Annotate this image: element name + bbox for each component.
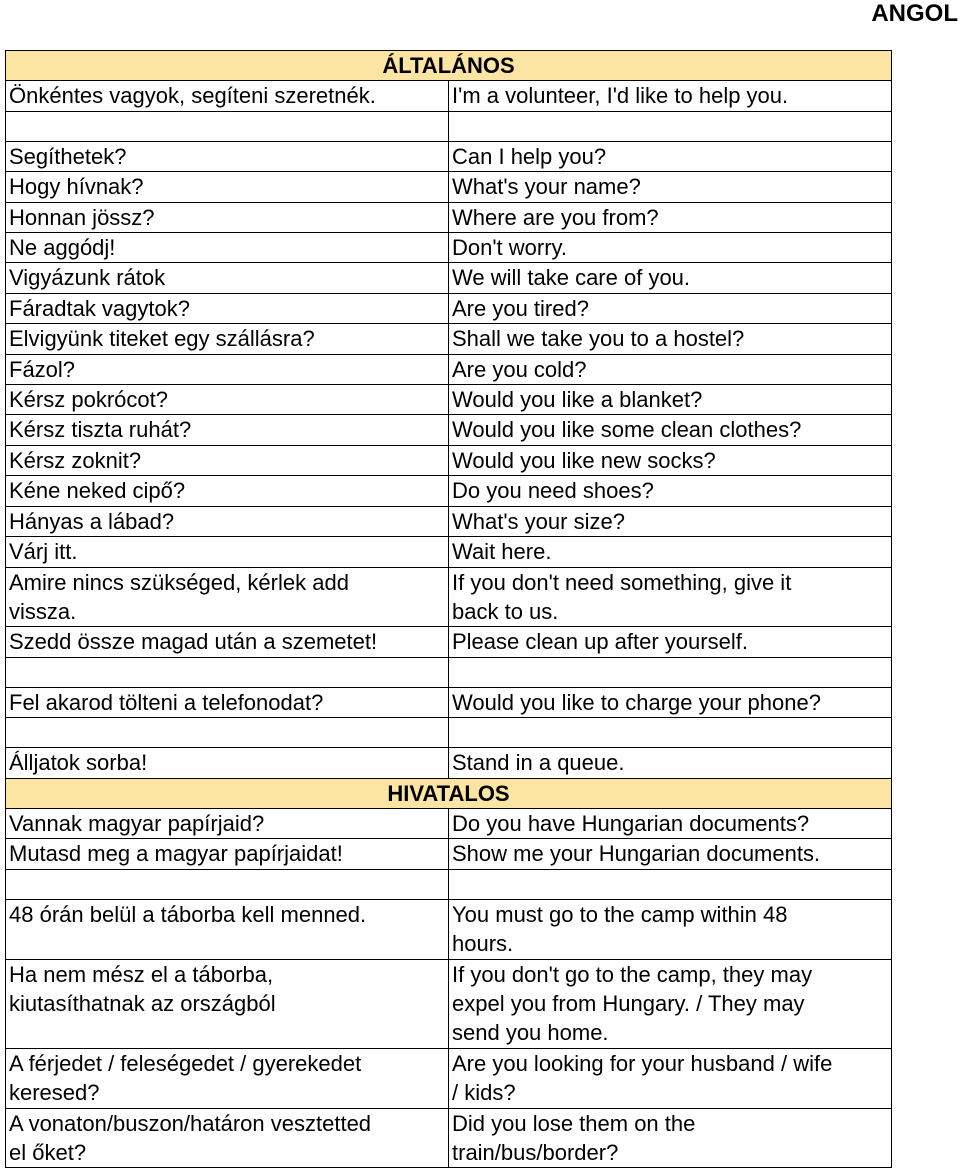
- phrase-row: [6, 1108, 892, 1168]
- english-phrase: Are you cold?: [449, 354, 892, 384]
- hungarian-phrase: Kérsz zoknit?: [6, 445, 449, 475]
- phrase-row: [6, 567, 892, 627]
- hungarian-phrase: Ne aggódj!: [6, 233, 449, 263]
- hungarian-phrase: Segíthetek?: [6, 141, 449, 171]
- english-phrase: Would you like a blanket?: [449, 385, 892, 415]
- section-header-row: [6, 778, 892, 808]
- blank-row: [6, 869, 892, 899]
- english-phrase: Would you like some clean clothes?: [449, 415, 892, 445]
- hungarian-phrase: Álljatok sorba!: [6, 748, 449, 778]
- english-phrase: Please clean up after yourself.: [449, 627, 892, 657]
- phrase-row: [6, 959, 892, 1048]
- hungarian-phrase: Mutasd meg a magyar papírjaidat!: [6, 839, 449, 869]
- phrase-row: [6, 748, 892, 778]
- english-phrase: Can I help you?: [449, 141, 892, 171]
- phrase-row: [6, 354, 892, 384]
- phrase-row: [6, 1048, 892, 1108]
- english-phrase: Shall we take you to a hostel?: [449, 324, 892, 354]
- hungarian-phrase: Ha nem mész el a táborba, kiutasíthatnak az országból: [6, 959, 449, 1048]
- english-phrase: Did you lose them on the train/bus/border?: [449, 1108, 892, 1168]
- phrase-row: [6, 293, 892, 323]
- hungarian-phrase: Fel akarod tölteni a telefonodat?: [6, 687, 449, 717]
- phrasebook-table: [5, 50, 892, 1168]
- english-phrase: If you don't need something, give it back to us.: [449, 567, 892, 627]
- phrase-row: [6, 627, 892, 657]
- english-phrase: What's your size?: [449, 506, 892, 536]
- phrase-row: [6, 172, 892, 202]
- english-phrase: You must go to the camp within 48 hours.: [449, 899, 892, 959]
- phrase-row: [6, 506, 892, 536]
- section-title: HIVATALOS: [6, 778, 892, 808]
- hungarian-phrase: Kéne neked cipő?: [6, 476, 449, 506]
- hungarian-phrase: A vonaton/buszon/határon vesztetted el őket?: [6, 1108, 449, 1168]
- blank-cell: [449, 869, 892, 899]
- blank-cell: [449, 111, 892, 141]
- english-phrase: If you don't go to the camp, they may expel you from Hungary. / They may send you home.: [449, 959, 892, 1048]
- hungarian-phrase: Hogy hívnak?: [6, 172, 449, 202]
- hungarian-phrase: Vannak magyar papírjaid?: [6, 808, 449, 838]
- english-phrase: Show me your Hungarian documents.: [449, 839, 892, 869]
- english-phrase: Do you need shoes?: [449, 476, 892, 506]
- phrase-row: [6, 476, 892, 506]
- blank-cell: [6, 718, 449, 748]
- blank-row: [6, 111, 892, 141]
- english-phrase: Would you like new socks?: [449, 445, 892, 475]
- phrase-row: [6, 233, 892, 263]
- hungarian-phrase: Kérsz pokrócot?: [6, 385, 449, 415]
- hungarian-phrase: Hányas a lábad?: [6, 506, 449, 536]
- hungarian-phrase: Honnan jössz?: [6, 202, 449, 232]
- phrase-row: [6, 687, 892, 717]
- english-phrase: What's your name?: [449, 172, 892, 202]
- section-header-row: [6, 51, 892, 81]
- english-phrase: Would you like to charge your phone?: [449, 687, 892, 717]
- phrasebook-body: [6, 51, 892, 1168]
- blank-cell: [6, 111, 449, 141]
- english-phrase: I'm a volunteer, I'd like to help you.: [449, 81, 892, 111]
- blank-row: [6, 657, 892, 687]
- phrase-row: [6, 445, 892, 475]
- blank-cell: [6, 869, 449, 899]
- phrase-row: [6, 81, 892, 111]
- hungarian-phrase: Szedd össze magad után a szemetet!: [6, 627, 449, 657]
- phrase-row: [6, 415, 892, 445]
- hungarian-phrase: 48 órán belül a táborba kell menned.: [6, 899, 449, 959]
- english-phrase: Stand in a queue.: [449, 748, 892, 778]
- phrase-row: [6, 263, 892, 293]
- english-phrase: Are you tired?: [449, 293, 892, 323]
- english-phrase: Where are you from?: [449, 202, 892, 232]
- hungarian-phrase: Amire nincs szükséged, kérlek add vissza.: [6, 567, 449, 627]
- hungarian-phrase: Várj itt.: [6, 537, 449, 567]
- phrase-row: [6, 324, 892, 354]
- language-label: ANGOL: [871, 0, 958, 27]
- blank-row: [6, 718, 892, 748]
- hungarian-phrase: A férjedet / feleségedet / gyerekedet keresed?: [6, 1048, 449, 1108]
- phrase-row: [6, 385, 892, 415]
- hungarian-phrase: Önkéntes vagyok, segíteni szeretnék.: [6, 81, 449, 111]
- english-phrase: Don't worry.: [449, 233, 892, 263]
- hungarian-phrase: Fáradtak vagytok?: [6, 293, 449, 323]
- phrase-row: [6, 141, 892, 171]
- section-title: ÁLTALÁNOS: [6, 51, 892, 81]
- english-phrase: Do you have Hungarian documents?: [449, 808, 892, 838]
- blank-cell: [449, 657, 892, 687]
- english-phrase: We will take care of you.: [449, 263, 892, 293]
- hungarian-phrase: Vigyázunk rátok: [6, 263, 449, 293]
- phrase-row: [6, 899, 892, 959]
- hungarian-phrase: Elvigyünk titeket egy szállásra?: [6, 324, 449, 354]
- english-phrase: Wait here.: [449, 537, 892, 567]
- phrase-row: [6, 839, 892, 869]
- blank-cell: [6, 657, 449, 687]
- blank-cell: [449, 718, 892, 748]
- phrase-row: [6, 537, 892, 567]
- hungarian-phrase: Kérsz tiszta ruhát?: [6, 415, 449, 445]
- hungarian-phrase: Fázol?: [6, 354, 449, 384]
- english-phrase: Are you looking for your husband / wife / kids?: [449, 1048, 892, 1108]
- phrase-row: [6, 202, 892, 232]
- phrase-row: [6, 808, 892, 838]
